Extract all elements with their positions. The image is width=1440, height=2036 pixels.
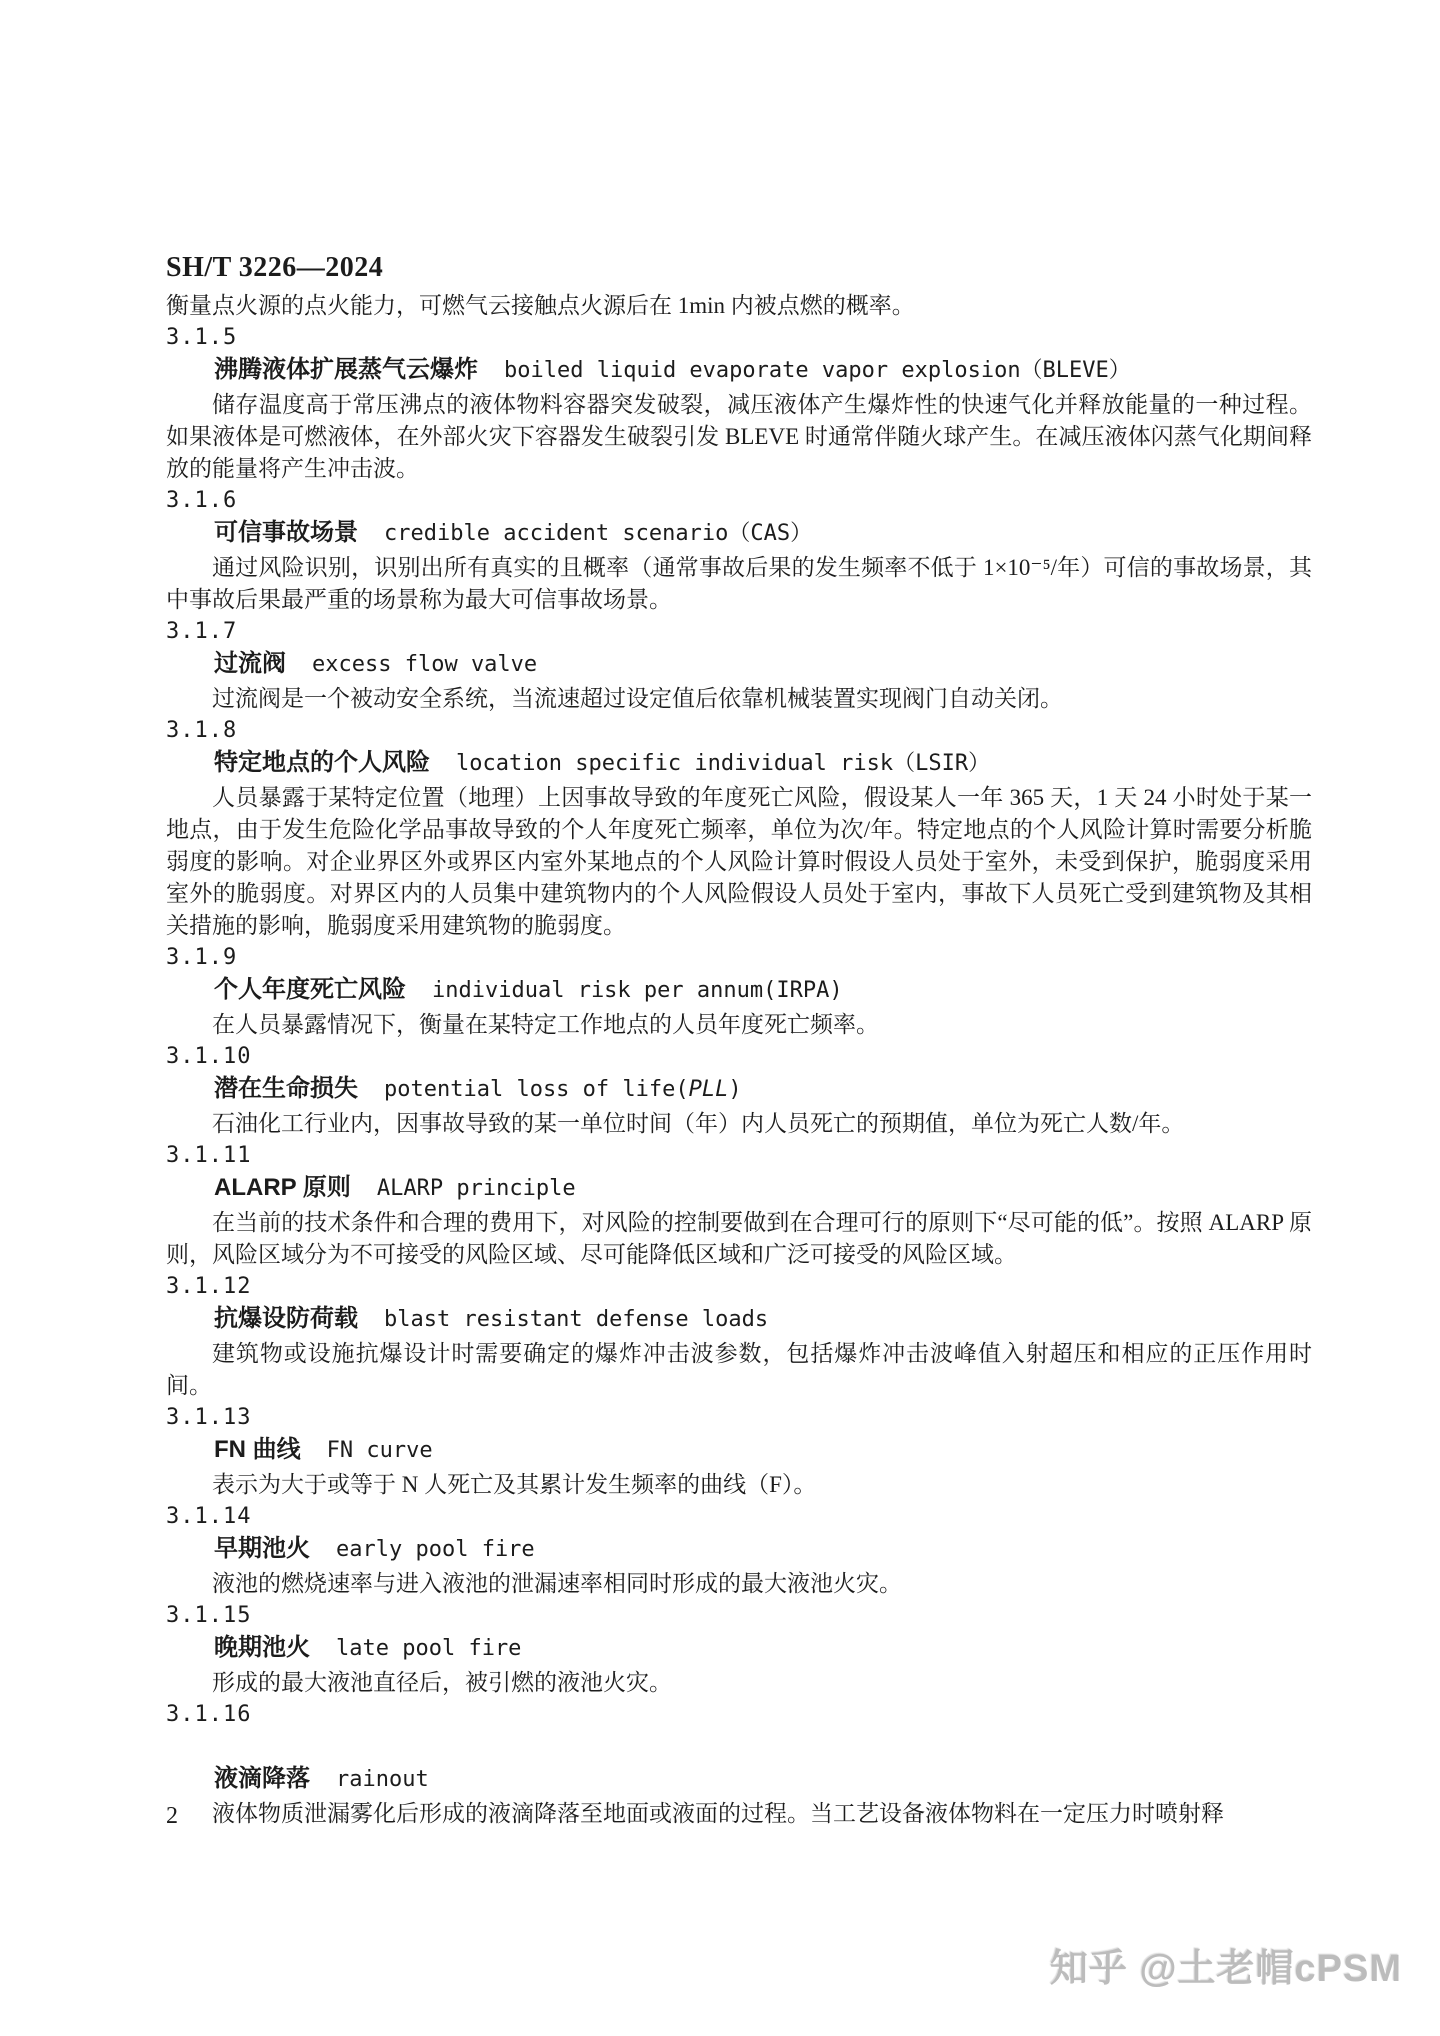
page-content	[166, 252, 1312, 1830]
term-heading	[166, 1303, 1312, 1338]
term-english: boiled liquid evaporate vapor explosion（BLEVE）	[504, 358, 1131, 383]
section-number: 3.1.11	[166, 1143, 252, 1168]
definition-paragraph: 在人员暴露情况下，衡量在某特定工作地点的人员年度死亡频率。	[212, 1012, 879, 1037]
term-chinese: 过流阀	[214, 650, 286, 677]
section-number: 3.1.10	[166, 1044, 252, 1069]
term-heading	[166, 1172, 1312, 1207]
term-english: late pool fire	[336, 1636, 522, 1661]
term-section	[166, 1501, 1312, 1600]
term-section	[166, 1699, 1312, 1830]
watermark-text: 知乎 @土老帽cPSM	[1049, 1948, 1402, 1990]
term-chinese: 个人年度死亡风险	[214, 976, 406, 1003]
term-heading	[166, 517, 1312, 552]
definition-paragraph: 形成的最大液池直径后，被引燃的液池火灾。	[212, 1670, 672, 1695]
term-chinese: 抗爆设防荷载	[214, 1305, 358, 1332]
definition-paragraph: 液池的燃烧速率与进入液池的泄漏速率相同时形成的最大液池火灾。	[212, 1571, 902, 1596]
term-english: blast resistant defense loads	[384, 1307, 769, 1332]
term-heading	[166, 1073, 1312, 1108]
term-section	[166, 1600, 1312, 1699]
term-section	[166, 715, 1312, 942]
term-chinese: 液滴降落	[214, 1765, 310, 1792]
section-number: 3.1.15	[166, 1603, 252, 1628]
term-section	[166, 1402, 1312, 1501]
term-section	[166, 942, 1312, 1041]
term-heading	[166, 1763, 1312, 1798]
definition-paragraph: 通过风险识别，识别出所有真实的且概率（通常事故后果的发生频率不低于 1×10⁻⁵/年）可信的事故场景，其中事故后果最严重的场景称为最大可信事故场景。	[166, 555, 1312, 612]
term-chinese: 潜在生命损失	[214, 1075, 358, 1102]
definition-paragraph: 建筑物或设施抗爆设计时需要确定的爆炸冲击波参数，包括爆炸冲击波峰值入射超压和相应的正压作用时间。	[166, 1341, 1312, 1398]
section-number: 3.1.5	[166, 325, 238, 350]
definition-paragraph: 石油化工行业内，因事故导致的某一单位时间（年）内人员死亡的预期值，单位为死亡人数/年。	[212, 1111, 1185, 1136]
section-number: 3.1.16	[166, 1702, 252, 1727]
term-english: location specific individual risk（LSIR）	[456, 751, 991, 776]
term-section	[166, 1140, 1312, 1271]
term-heading	[166, 747, 1312, 782]
term-english: early pool fire	[336, 1537, 535, 1562]
section-number: 3.1.13	[166, 1405, 252, 1430]
continuation-paragraph: 衡量点火源的点火能力，可燃气云接触点火源后在 1min 内被点燃的概率。	[166, 293, 915, 318]
term-chinese: 早期池火	[214, 1535, 310, 1562]
definition-paragraph: 在当前的技术条件和合理的费用下，对风险的控制要做到在合理可行的原则下“尽可能的低”。按照 ALARP 原则，风险区域分为不可接受的风险区域、尽可能降低区域和广泛可接受的风险区域。	[166, 1210, 1312, 1267]
section-number: 3.1.9	[166, 945, 238, 970]
term-heading	[166, 974, 1312, 1009]
term-heading	[166, 1533, 1312, 1568]
term-chinese: 晚期池火	[214, 1634, 310, 1661]
section-number: 3.1.12	[166, 1274, 252, 1299]
term-english: excess flow valve	[312, 652, 538, 677]
section-number: 3.1.7	[166, 619, 238, 644]
term-heading	[166, 354, 1312, 389]
term-chinese: FN 曲线	[214, 1436, 301, 1463]
term-english: potential loss of life(PLL)	[384, 1077, 742, 1102]
term-heading	[166, 1632, 1312, 1667]
page-number: 2	[166, 1803, 178, 1829]
term-english: ALARP principle	[376, 1176, 576, 1201]
section-number: 3.1.14	[166, 1504, 252, 1529]
term-english: credible accident scenario（CAS）	[384, 521, 813, 546]
section-number: 3.1.6	[166, 488, 238, 513]
section-number: 3.1.8	[166, 718, 238, 743]
term-section	[166, 1041, 1312, 1140]
term-section	[166, 485, 1312, 616]
definition-paragraph: 人员暴露于某特定位置（地理）上因事故导致的年度死亡风险，假设某人一年 365 天，1 天 24 小时处于某一地点，由于发生危险化学品事故导致的个人年度死亡频率，单位为次/年。特定地点的个人风险计算时需要分析脆弱度的影响。对企业界区外或界区内室外某地点的个人风险计算时假设人员处于室外，未受到保护，脆弱度采用室外的脆弱度。对界区内的人员集中建筑物内的个人风险假设人员处于室内，事故下人员死亡受到建筑物及其相关措施的影响，脆弱度采用建筑物的脆弱度。	[166, 785, 1313, 938]
definition-paragraph: 表示为大于或等于 N 人死亡及其累计发生频率的曲线（F）。	[212, 1472, 817, 1497]
term-chinese: ALARP 原则	[214, 1174, 351, 1201]
term-chinese: 沸腾液体扩展蒸气云爆炸	[214, 356, 478, 383]
term-heading	[166, 1434, 1312, 1469]
term-section	[166, 616, 1312, 715]
term-chinese: 特定地点的个人风险	[214, 749, 430, 776]
term-section	[166, 322, 1312, 485]
term-chinese: 可信事故场景	[214, 519, 358, 546]
definition-paragraph: 液体物质泄漏雾化后形成的液滴降落至地面或液面的过程。当工艺设备液体物料在一定压力时喷射释	[212, 1801, 1224, 1826]
term-section	[166, 1271, 1312, 1402]
definition-paragraph: 过流阀是一个被动安全系统，当流速超过设定值后依靠机械装置实现阀门自动关闭。	[212, 686, 1063, 711]
term-english: rainout	[336, 1767, 429, 1792]
terms-sections	[166, 322, 1312, 1830]
term-english: FN curve	[326, 1438, 433, 1463]
definition-paragraph: 储存温度高于常压沸点的液体物料容器突发破裂，减压液体产生爆炸性的快速气化并释放能量的一种过程。如果液体是可燃液体，在外部火灾下容器发生破裂引发 BLEVE 时通常伴随火球产生。在减压液体闪蒸气化期间释放的能量将产生冲击波。	[166, 392, 1312, 481]
term-english: individual risk per annum(IRPA)	[432, 978, 843, 1003]
term-heading	[166, 648, 1312, 683]
standard-code-header: SH/T 3226—2024	[166, 252, 384, 283]
